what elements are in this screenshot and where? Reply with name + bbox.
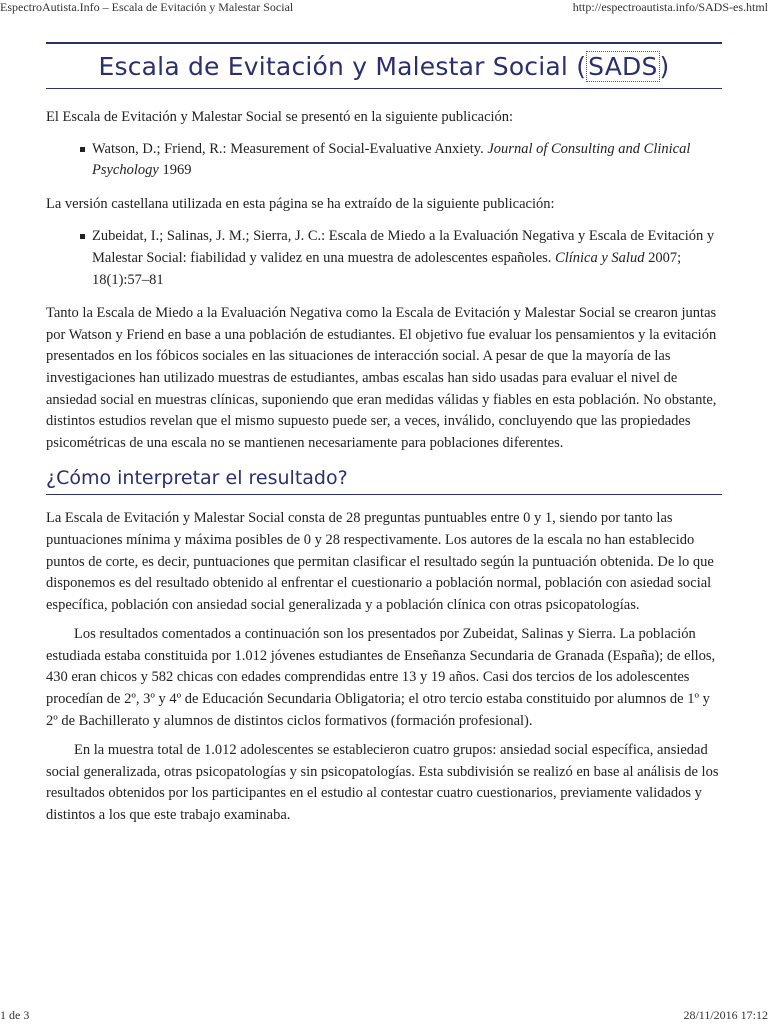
body-paragraph: Los resultados comentados a continuación son los presentados por Zubeidat, Salinas y Sierra. La población estudiada estaba constituida por 1.012 jóvenes estudiantes de Enseñanza Secundaria de Granada (España); de ellos, 430 eran chicos y 582 chicas con edades comprendidas entre 13 y 19 años. Casi dos tercios de los adolescentes procedían de 2º, 3º y 4º de Educación Secundaria Obligatoria; el otro tercio estaba constituido por alumnos de 1º y 2º de Bachillerato y alumnos de distintos ciclos formativos (formación profesional). bbox=[46, 626, 716, 729]
reference-details: 2007; 18(1):57–81 bbox=[92, 249, 682, 288]
reference-journal: Journal of Consulting and Clinical Psychology bbox=[92, 140, 691, 179]
print-header-url: http://espectroautista.info/SADS-es.html bbox=[572, 0, 768, 14]
reference-item bbox=[46, 226, 722, 291]
title-rule-bottom bbox=[46, 88, 722, 89]
print-header bbox=[0, 0, 768, 16]
body-paragraph: Tanto la Escala de Miedo a la Evaluación Negativa como la Escala de Evitación y Malestar Social se crearon juntas por Watson y Friend en base a una población de estudiantes. El objetivo fue evaluar los pensamientos y la evitación presentados en los fóbicos sociales en las situaciones de interacción social. A pesar de que la mayoría de las investigaciones han utilizado muestras de estudiantes, ambas escalas han sido usadas para evaluar el nivel de ansiedad social en muestras clínicas, suponiendo que eran medidas válidas y fiables en esta población. No obstante, distintos estudios revelan que el mismo supuesto puede ser, a veces, inválido, concluyendo que las propiedades psicométricas de una escala no se mantienen necesariamente para poblaciones diferentes. bbox=[46, 305, 717, 451]
reference-authors: Watson, D.; Friend, R.: Measurement of Social-Evaluative Anxiety. bbox=[92, 140, 488, 157]
reference-list-2 bbox=[46, 226, 722, 291]
reference-list-1 bbox=[46, 139, 722, 182]
sads-abbreviation[interactable]: SADS bbox=[588, 52, 658, 81]
intro-paragraph-1: El Escala de Evitación y Malestar Social se presentó en la siguiente publicación: bbox=[46, 109, 514, 125]
section-heading: ¿Cómo interpretar el resultado? bbox=[46, 466, 722, 495]
body-paragraph: En la muestra total de 1.012 adolescentes se establecieron cuatro grupos: ansiedad social específica, ansiedad social generalizada, otras psicopatologías y sin psicopatologías. Esta subdivisión se realizó en base al análisis de los resultados obtenidos por los participantes en el estudio al contestar cuatro cuestionarios, previamente validados y distintos a los que este trabajo examinaba. bbox=[46, 742, 719, 824]
reference-year: 1969 bbox=[158, 162, 192, 179]
body-paragraph: La Escala de Evitación y Malestar Social consta de 28 preguntas puntuables entre 0 y 1, siendo por tanto las puntuaciones mínima y máxima posibles de 0 y 28 respectivamente. Los autores de la escala no han establecido puntos de corte, es decir, puntuaciones que permitan clasificar el resultado según la puntuación obtenida. De lo que disponemos es del resultado obtenido al enfrentar el cuestionario a población normal, población con asiedad social específica, población con ansiedad social generalizada y a población clínica con otras psicopatologías. bbox=[46, 510, 714, 613]
print-timestamp: 28/11/2016 17:12 bbox=[683, 1008, 768, 1022]
reference-authors: Zubeidat, I.; Salinas, J. M.; Sierra, J. C.: Escala de Miedo a la Evaluación Negativa y Escala de Evitación y Malestar Social: fiabilidad y validez en una muestra de adolescentes españoles. bbox=[92, 228, 715, 266]
title-rule-top bbox=[46, 42, 722, 44]
page-title-close: ) bbox=[659, 52, 670, 81]
page-title bbox=[46, 52, 722, 82]
page-content bbox=[46, 42, 722, 827]
page-title-text: Escala de Evitación y Malestar Social ( bbox=[98, 52, 587, 81]
intro-paragraph-2: La versión castellana utilizada en esta página se ha extraído de la siguiente publicación: bbox=[46, 195, 555, 212]
reference-item bbox=[46, 139, 722, 182]
page-number: 1 de 3 bbox=[0, 1008, 30, 1022]
reference-journal: Clínica y Salud bbox=[555, 249, 645, 266]
print-footer bbox=[0, 1006, 768, 1024]
print-header-title: EspectroAutista.Info – Escala de Evitación y Malestar Social bbox=[0, 0, 294, 14]
